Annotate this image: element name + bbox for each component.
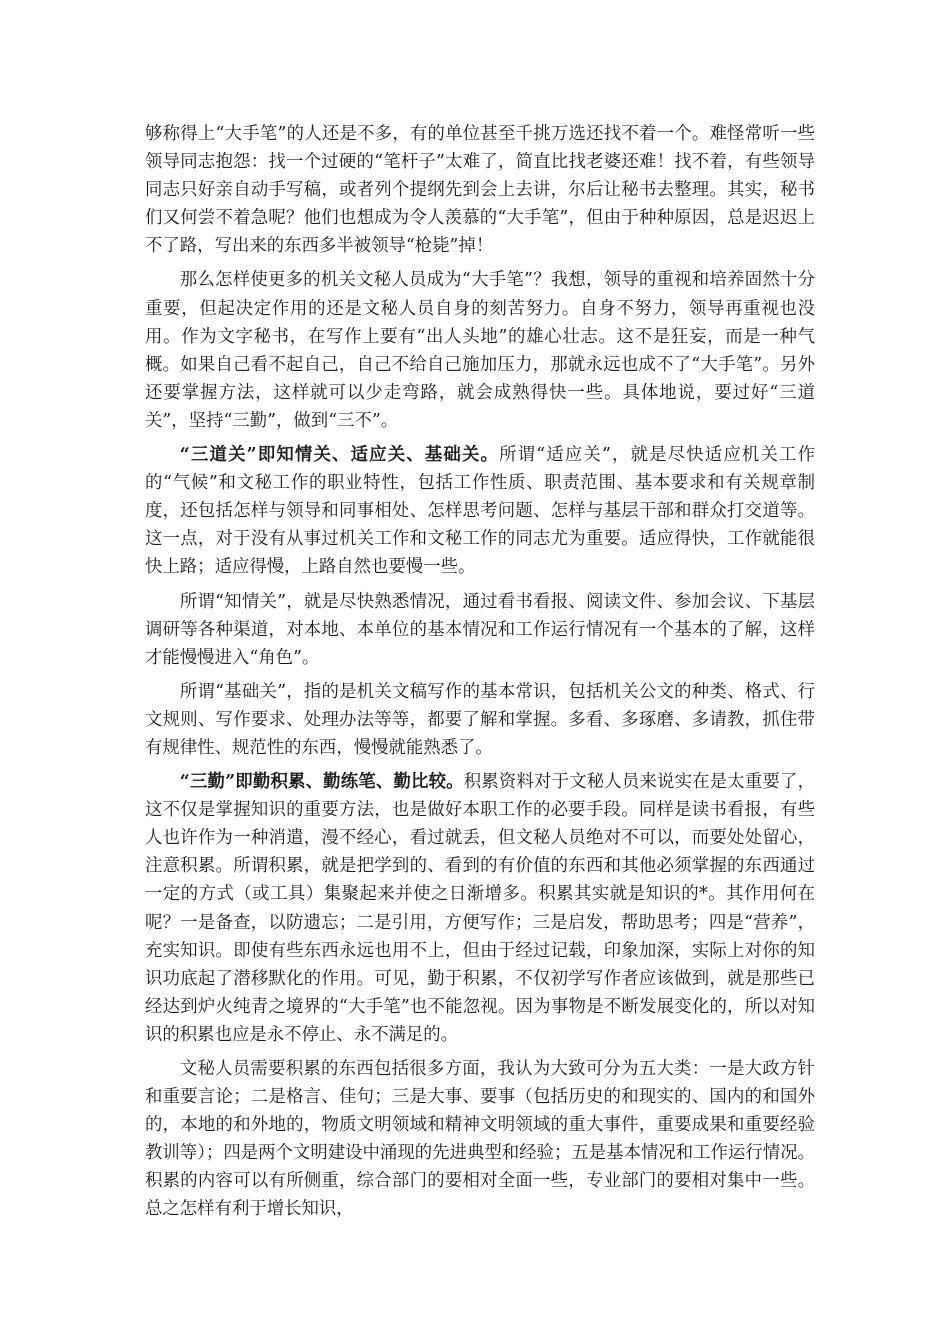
paragraph-5-text: 所谓“基础关”，指的是机关文稿写作的基本常识，包括机关公文的种类、格式、行文规则、写作要求、处理办法等等，都要了解和掌握。多看、多琢磨、多请教，抓住带有规律性、规范性的东西，慢慢就能熟悉了。 [145, 681, 815, 758]
paragraph-3 [145, 441, 815, 581]
paragraph-5 [145, 678, 815, 762]
paragraph-4-text: 所谓“知情关”，就是尽快熟悉情况，通过看书看报、阅读文件、参加会议、下基层调研等各种渠道，对本地、本单位的基本情况和工作运行情况有一个基本的了解，这样才能慢慢进入“角色”。 [145, 591, 815, 668]
paragraph-3-heading: “三道关”即知情关、适应关、基础关。 [179, 445, 500, 466]
document-page [145, 120, 815, 1230]
paragraph-2-text: 那么怎样使更多的机关文秘人员成为“大手笔”？我想，领导的重视和培养固然十分重要，但起决定作用的还是文秘人员自身的刻苦努力。自身不努力，领导再重视也没用。作为文字秘书，在写作上要有“出人头地”的雄心壮志。这不是狂妄，而是一种气概。如果自己看不起自己，自己不给自己施加压力，那就永远也成不了“大手笔”。另外还要掌握方法，这样就可以少走弯路，就会成熟得快一些。具体地说，要过好“三道关”，坚持“三勤”，做到“三不”。 [145, 270, 815, 431]
paragraph-1-text: 够称得上“大手笔”的人还是不多，有的单位甚至千挑万选还找不着一个。难怪常听一些领导同志抱怨：找一个过硬的“笔杆子”太难了，简直比找老婆还难！找不着，有些领导同志只好亲自动手写稿，或者列个提纲先到会上去讲，尔后让秘书去整理。其实，秘书们又何尝不着急呢？他们也想成为令人羡慕的“大手笔”，但由于种种原因，总是迟迟上不了路，写出来的东西多半被领导“枪毙”掉！ [145, 124, 815, 257]
paragraph-3-text: 所谓“适应关”，就是尽快适应机关工作的“气候”和文秘工作的职业特性，包括工作性质、职责范围、基本要求和有关规章制度，还包括怎样与领导和同事相处、怎样思考问题、怎样与基层干部和群众打交道等。这一点，对于没有从事过机关工作和文秘工作的同志尤为重要。适应得快，工作就能很快上路；适应得慢，上路自然也要慢一些。 [145, 445, 815, 578]
paragraph-7 [145, 1055, 815, 1224]
paragraph-4 [145, 588, 815, 672]
paragraph-6 [145, 768, 815, 1049]
paragraph-6-text: 积累资料对于文秘人员来说实在是太重要了，这不仅是掌握知识的重要方法，也是做好本职工作的必要手段。同样是读书看报，有些人也许作为一种消遣，漫不经心，看过就丢，但文秘人员绝对不可以，而要处处留心，注意积累。所谓积累，就是把学到的、看到的有价值的东西和其他必须掌握的东西通过一定的方式（或工具）集聚起来并使之日渐增多。积累其实就是知识的*。其作用何在呢？一是备查，以防遗忘；二是引用，方便写作；三是启发，帮助思考；四是“营养”，充实知识。即使有些东西永远也用不上，但由于经过记载，印象加深，实际上对你的知识功底起了潜移默化的作用。可见，勤于积累，不仅初学写作者应该做到，就是那些已经达到炉火纯青之境界的“大手笔”也不能忽视。因为事物是不断发展变化的，所以对知识的积累也应是永不停止、永不满足的。 [145, 772, 815, 1045]
paragraph-1 [145, 120, 815, 260]
paragraph-6-heading: “三勤”即勤积累、勤练笔、勤比较。 [179, 772, 464, 793]
paragraph-2 [145, 266, 815, 435]
paragraph-7-text: 文秘人员需要积累的东西包括很多方面，我认为大致可分为五大类：一是大政方针和重要言论；二是格言、佳句；三是大事、要事（包括历史的和现实的、国内的和国外的，本地的和外地的，物质文明领域和精神文明领域的重大事件，重要成果和重要经验教训等）；四是两个文明建设中涌现的先进典型和经验；五是基本情况和工作运行情况。积累的内容可以有所侧重，综合部门的要相对全面一些，专业部门的要相对集中一些。总之怎样有利于增长知识， [145, 1059, 815, 1220]
